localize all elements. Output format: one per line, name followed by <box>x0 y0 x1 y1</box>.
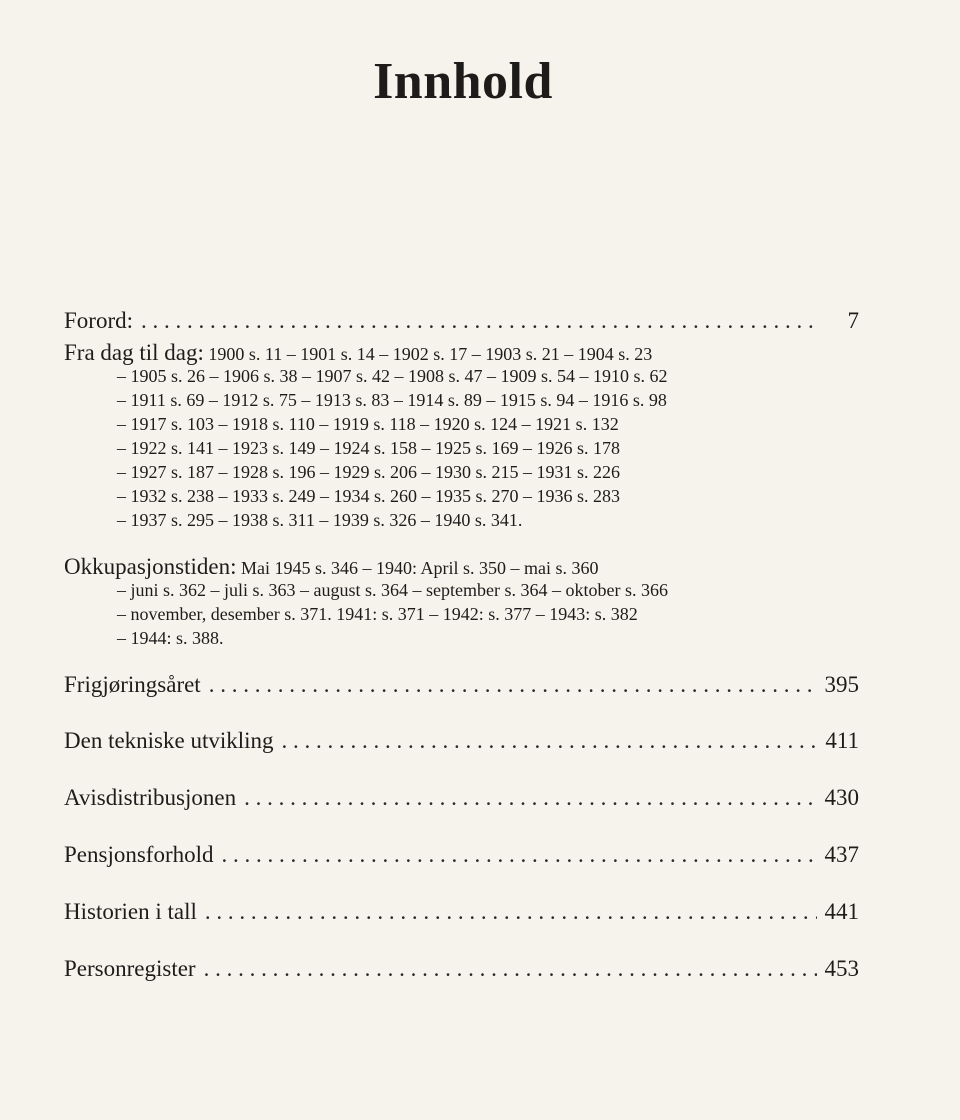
toc-entry-page: 453 <box>824 956 859 981</box>
toc-entry-historien-i-tall <box>64 899 859 925</box>
okkupasjonstiden-label: Okkupasjonstiden: <box>64 554 237 579</box>
toc-entry-label: Avisdistribusjonen <box>64 785 237 810</box>
fra-dag-til-dag-line-3: – 1911 s. 69 – 1912 s. 75 – 1913 s. 83 – 1914 s. 89 – 1915 s. 94 – 1916 s. 98 <box>117 390 667 410</box>
fra-dag-til-dag-line-2: – 1905 s. 26 – 1906 s. 38 – 1907 s. 42 – 1908 s. 47 – 1909 s. 54 – 1910 s. 62 <box>117 366 668 386</box>
okkupasjonstiden-line-4: – 1944: s. 388. <box>117 628 224 648</box>
toc-entry-label: Pensjonsforhold <box>64 842 214 867</box>
toc-entry-label: Personregister <box>64 956 196 981</box>
toc-entry-frigjoringsaret <box>64 672 859 698</box>
fra-dag-til-dag-line-5: – 1922 s. 141 – 1923 s. 149 – 1924 s. 158 – 1925 s. 169 – 1926 s. 178 <box>117 438 621 458</box>
toc-entry-label: Den tekniske utvikling <box>64 728 274 753</box>
toc-entry-forord <box>64 308 859 334</box>
toc-entry-page: 411 <box>825 728 859 753</box>
dot-leader <box>282 728 817 754</box>
toc-entry-page: 437 <box>824 842 859 867</box>
toc-entry-personregister <box>64 956 859 982</box>
okkupasjonstiden-line-1 <box>64 554 599 580</box>
toc-entry-label: Frigjøringsåret <box>64 672 201 697</box>
toc-entry-page: 441 <box>824 899 859 924</box>
toc-entry-label: Historien i tall <box>64 899 197 924</box>
okkupasjonstiden-text: Mai 1945 s. 346 – 1940: April s. 350 – mai s. 360 <box>241 558 599 578</box>
okkupasjonstiden-line-3: – november, desember s. 371. 1941: s. 371 – 1942: s. 377 – 1943: s. 382 <box>117 604 638 624</box>
dot-leader <box>204 956 817 982</box>
page-title: Innhold <box>373 53 553 110</box>
toc-entry-page: 395 <box>824 672 859 697</box>
fra-dag-til-dag-line-1 <box>64 340 652 366</box>
dot-leader <box>141 308 817 334</box>
toc-entry-pensjonsforhold <box>64 842 859 868</box>
fra-dag-til-dag-line-8: – 1937 s. 295 – 1938 s. 311 – 1939 s. 326 – 1940 s. 341. <box>117 510 523 530</box>
dot-leader <box>209 672 817 698</box>
toc-entry-page: 7 <box>847 308 859 333</box>
fra-dag-til-dag-line-7: – 1932 s. 238 – 1933 s. 249 – 1934 s. 260 – 1935 s. 270 – 1936 s. 283 <box>117 486 621 506</box>
toc-entry-page: 430 <box>824 785 859 810</box>
dot-leader <box>244 785 816 811</box>
toc-entry-avisdistribusjonen <box>64 785 859 811</box>
toc-entry-den-tekniske-utvikling <box>64 728 859 754</box>
fra-dag-til-dag-text: 1900 s. 11 – 1901 s. 14 – 1902 s. 17 – 1903 s. 21 – 1904 s. 23 <box>208 344 653 364</box>
fra-dag-til-dag-line-6: – 1927 s. 187 – 1928 s. 196 – 1929 s. 206 – 1930 s. 215 – 1931 s. 226 <box>117 462 621 482</box>
toc-entry-label: Forord: <box>64 308 133 333</box>
fra-dag-til-dag-label: Fra dag til dag: <box>64 340 204 365</box>
okkupasjonstiden-line-2: – juni s. 362 – juli s. 363 – august s. 364 – september s. 364 – oktober s. 366 <box>117 580 668 600</box>
fra-dag-til-dag-line-4: – 1917 s. 103 – 1918 s. 110 – 1919 s. 118 – 1920 s. 124 – 1921 s. 132 <box>117 414 619 434</box>
dot-leader <box>205 899 817 925</box>
dot-leader <box>222 842 817 868</box>
